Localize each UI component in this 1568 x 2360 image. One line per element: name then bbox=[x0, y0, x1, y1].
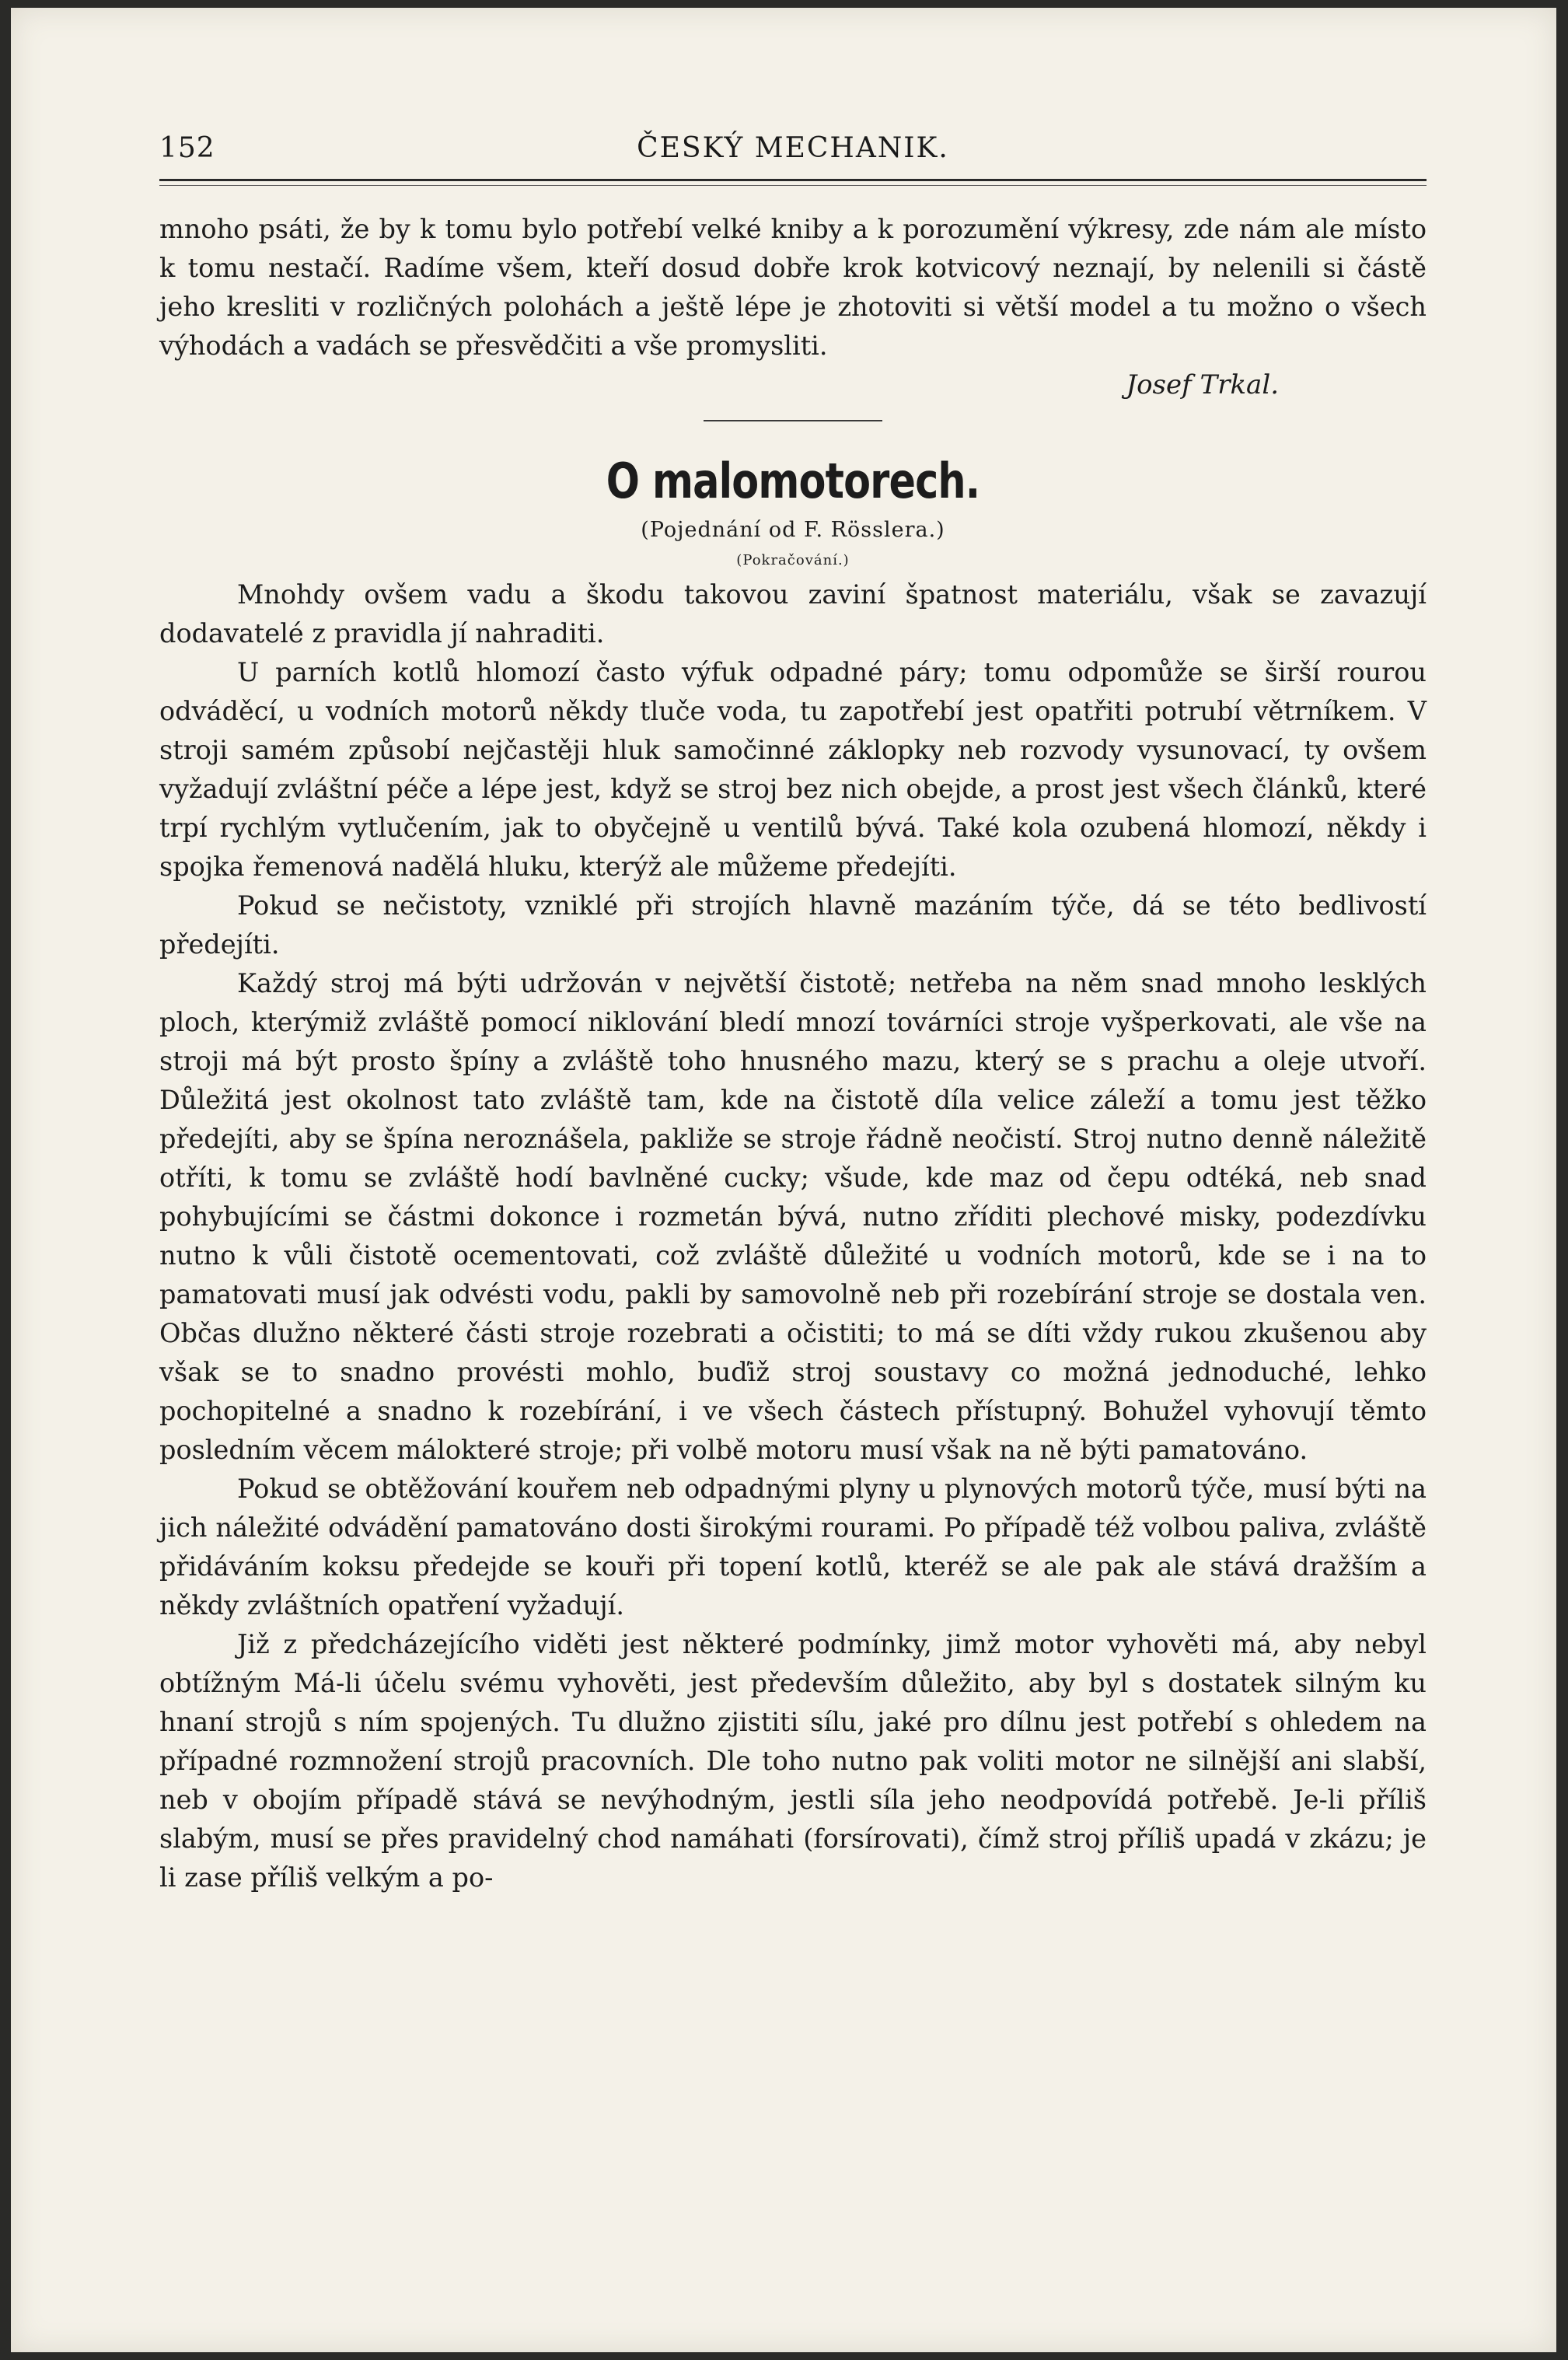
article-paragraph: Každý stroj má býti udržován v největší čistotě; netřeba na něm snad mnoho lesklých ploch, kterýmiž zvláště pomocí niklování bledí mnozí továrníci stroje vyšperkovati, ale vše na stroji má být prosto špíny a zvláště toho hnusného mazu, který se s prachu a oleje utvoří. Důležitá jest okolnost tato zvláště tam, kde na čistotě díla velice záleží a tomu jest těžko předejíti, aby se špína neroznášela, pakliže se stroje řádně neočistí. Stroj nutno denně náležitě otříti, k tomu se zvláště hodí bavlněné cucky; všude, kde maz od čepu odtéká, neb snad pohybujícími se částmi dokonce i rozmetán bývá, nutno zříditi plechové misky, podezdívku nutno k vůli čistotě ocementovati, což zvláště důležité u vodních motorů, kde se i na to pamatovati musí jak odvésti vodu, pakli by samovolně neb při rozebírání stroje se dostala ven. Občas dlužno některé části stroje rozebrati a očistiti; to má se díti vždy rukou zkušenou aby však se to snadno provésti mohlo, buďiž stroj soustavy co možná jednoduché, lehko pochopitelné a snadno k rozebírání, i ve všech částech přístupný. Bohužel vyhovují těmto posledním věcem málokteré stroje; při volbě motoru musí však na ně býti pamatováno. bbox=[159, 968, 1427, 1465]
article-paragraph: U parních kotlů hlomozí často výfuk odpadné páry; tomu odpomůže se širší rourou odváděcí, u vodních motorů někdy tluče voda, tu zapotřebí jest opatřiti potrubí větrníkem. V stroji samém způsobí nejčastěji hluk samočinné záklopky neb rozvody vysunovací, ty ovšem vyžadují zvláštní péče a lépe jest, když se stroj bez nich obejde, a prost jest všech článků, které trpí rychlým vytlučením, jak to obyčejně u ventilů bývá. Také kola ozubená hlomozí, někdy i spojka řemenová nadělá hluku, kterýž ale můžeme předejíti. bbox=[159, 657, 1427, 882]
article-paragraph: Pokud se obtěžování kouřem neb odpadnými plyny u plynových motorů týče, musí býti na jich náležité odvádění pamatováno dosti širokými rourami. Po případě též volbou paliva, zvláště přidáváním koksu předejde se kouři při topení kotlů, kteréž se ale pak ale stává dražším a někdy zvláštních opatření vyžadují. bbox=[159, 1474, 1427, 1621]
header-rule-thin bbox=[159, 185, 1427, 186]
article-paragraph: Pokud se nečistoty, vzniklé při strojích hlavně mazáním týče, dá se této bedlivostí předejíti. bbox=[159, 890, 1427, 960]
page-header bbox=[159, 132, 1427, 179]
article-byline: (Pojednání od F. Rösslera.) bbox=[641, 518, 945, 542]
continuation-note: (Pokračování.) bbox=[736, 552, 850, 568]
article-title: O malomotorech. bbox=[606, 453, 980, 509]
page-number: 152 bbox=[159, 132, 215, 164]
intro-paragraph: mnoho psáti, že by k tomu bylo potřebí velké kniby a k porozumění výkresy, zde nám ale místo k tomu nestačí. Radíme všem, kteří dosud dobře krok kotvicový neznají, by nelenili si částě jeho kresliti v rozličných polohách a ještě lépe je zhotoviti si větší model a tu možno o všech výhodách a vadách se přesvědčiti a vše promysliti. bbox=[159, 214, 1427, 361]
body-text bbox=[159, 210, 1427, 1897]
author-signature: Josef Trkal. bbox=[1126, 369, 1279, 400]
section-divider bbox=[704, 420, 882, 421]
article-paragraph: Mnohdy ovšem vadu a škodu takovou zaviní špatnost materiálu, však se zavazují dodavatelé z pravidla jí nahraditi. bbox=[159, 579, 1427, 649]
running-title: ČESKÝ MECHANIK. bbox=[637, 132, 949, 164]
header-rule bbox=[159, 179, 1427, 181]
article-paragraph: Již z předcházejícího viděti jest některé podmínky, jimž motor vyhověti má, aby nebyl obtížným Má-li účelu svému vyhověti, jest především důležito, aby byl s dostatek silným ku hnaní strojů s ním spojených. Tu dlužno zjistiti sílu, jaké pro dílnu jest potřebí s ohledem na případné rozmnožení strojů pracovních. Dle toho nutno pak voliti motor ne silnější ani slabší, neb v obojím případě stává se nevýhodným, jestli síla jeho neodpovídá potřebě. Je-li příliš slabým, musí se přes pravidelný chod namáhati (forsírovati), čímž stroj příliš upadá v zkázu; je li zase příliš velkým a po- bbox=[159, 1629, 1427, 1893]
